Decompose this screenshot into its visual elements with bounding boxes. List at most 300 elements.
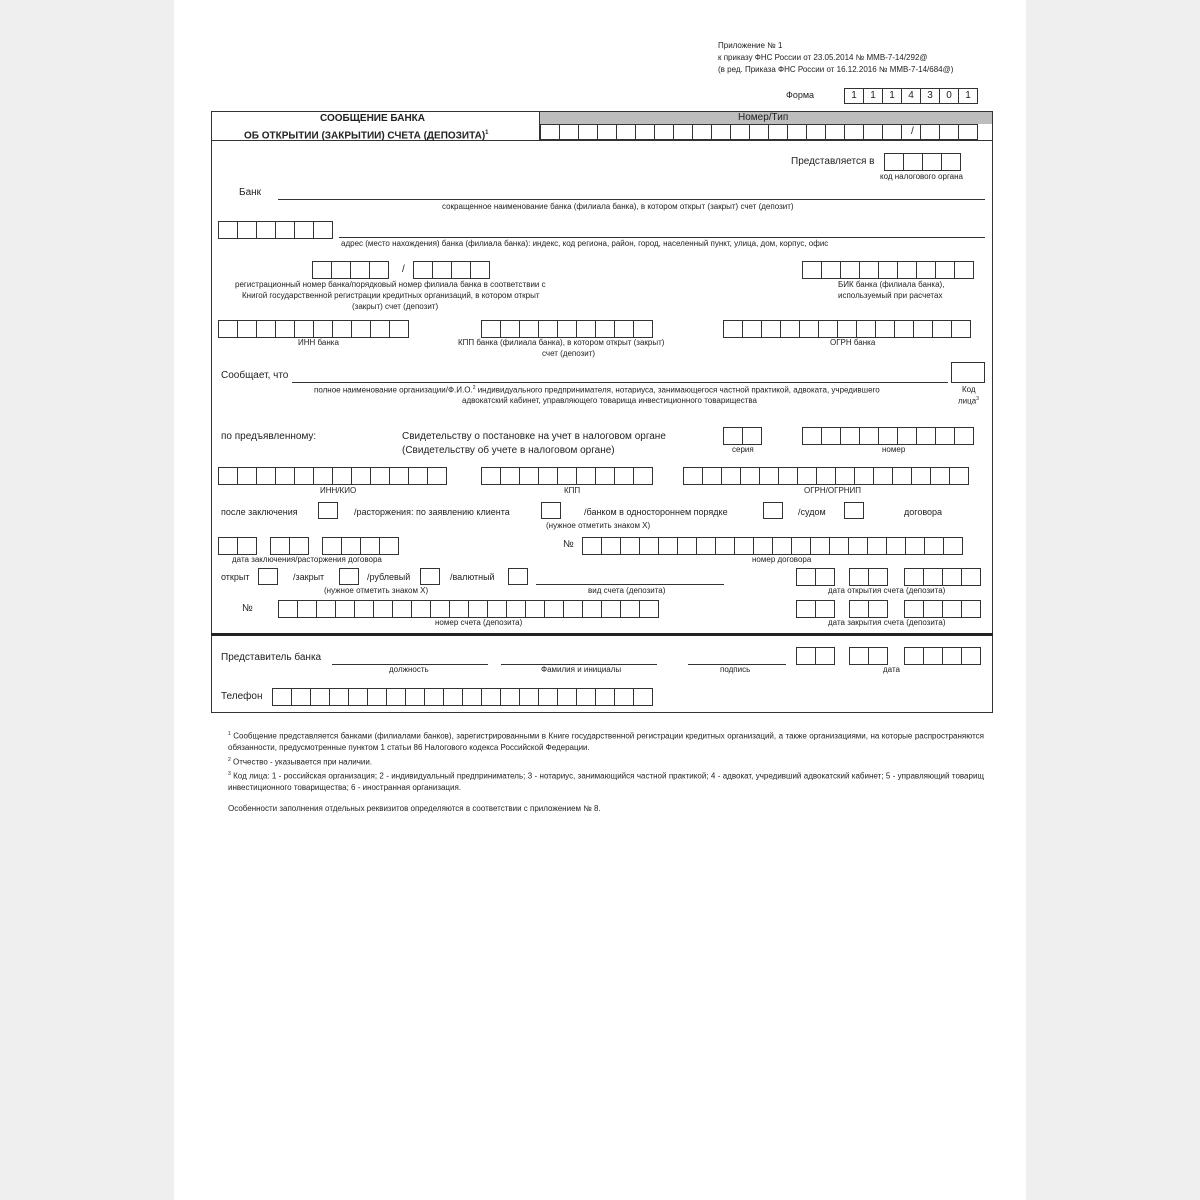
input-cell[interactable] xyxy=(815,600,835,618)
input-cell[interactable] xyxy=(237,320,257,338)
kod-no-caption: код налогового органа xyxy=(880,172,963,181)
kpp-bank-caption-2: счет (депозит) xyxy=(542,349,596,358)
input-cell[interactable] xyxy=(332,467,352,485)
input-cell[interactable] xyxy=(796,568,816,586)
input-cell[interactable] xyxy=(576,320,596,338)
input-cell[interactable] xyxy=(799,320,819,338)
input-cell[interactable] xyxy=(370,320,390,338)
input-cell[interactable] xyxy=(753,537,773,555)
form-sheet xyxy=(174,0,1026,1200)
input-cell[interactable] xyxy=(272,688,292,706)
input-cell[interactable] xyxy=(218,467,238,485)
input-cell[interactable] xyxy=(601,537,621,555)
postal-index-cells[interactable] xyxy=(218,221,333,239)
input-cell[interactable] xyxy=(654,124,674,140)
input-cell[interactable] xyxy=(237,221,257,239)
input-cell[interactable] xyxy=(275,221,295,239)
input-cell[interactable] xyxy=(614,688,634,706)
input-cell[interactable] xyxy=(825,124,845,140)
input-cell[interactable] xyxy=(916,261,936,279)
input-cell[interactable] xyxy=(711,124,731,140)
input-cell[interactable] xyxy=(878,427,898,445)
input-cell[interactable] xyxy=(294,221,314,239)
input-cell[interactable] xyxy=(904,568,924,586)
input-cell[interactable] xyxy=(351,320,371,338)
input-cell[interactable] xyxy=(884,153,904,171)
input-cell[interactable] xyxy=(312,261,332,279)
input-cell[interactable] xyxy=(791,537,811,555)
input-cell[interactable] xyxy=(904,600,924,618)
input-cell[interactable] xyxy=(916,427,936,445)
dogovora-label: договора xyxy=(904,507,943,517)
input-cell[interactable] xyxy=(348,688,368,706)
input-cell[interactable] xyxy=(633,688,653,706)
input-cell[interactable] xyxy=(863,124,883,140)
data-year-cells[interactable] xyxy=(904,647,981,665)
input-cell[interactable] xyxy=(462,688,482,706)
nuzhnoe-x-caption-2: (нужное отметить знаком Х) xyxy=(324,586,429,595)
input-cell[interactable] xyxy=(723,320,743,338)
inn-bank-cells[interactable] xyxy=(218,320,409,338)
input-cell[interactable] xyxy=(329,688,349,706)
appendix-line-2: к приказу ФНС России от 23.05.2014 № ММВ-7-14/292@ xyxy=(718,53,928,62)
input-cell[interactable] xyxy=(923,647,943,665)
input-cell[interactable] xyxy=(821,427,841,445)
input-cell[interactable] xyxy=(961,647,981,665)
input-cell[interactable] xyxy=(639,600,659,618)
input-cell[interactable] xyxy=(892,467,912,485)
input-cell[interactable] xyxy=(796,647,816,665)
input-cell[interactable] xyxy=(525,600,545,618)
input-cell[interactable] xyxy=(954,427,974,445)
input-cell[interactable] xyxy=(373,600,393,618)
predstavitel-label: Представитель банка xyxy=(221,652,322,663)
input-cell[interactable] xyxy=(849,647,869,665)
footnote-2: $^2$ Отчество - указывается при наличии. xyxy=(228,757,373,767)
input-cell[interactable] xyxy=(673,124,693,140)
input-cell[interactable] xyxy=(597,124,617,140)
svid-nomer-cells[interactable] xyxy=(802,427,974,445)
input-cell[interactable] xyxy=(451,261,471,279)
input-cell[interactable] xyxy=(468,600,488,618)
input-cell[interactable] xyxy=(500,467,520,485)
input-cell[interactable] xyxy=(559,124,579,140)
branch-number-cells[interactable] xyxy=(413,261,490,279)
nomer-dogovora-cells[interactable] xyxy=(582,537,963,555)
input-cell[interactable] xyxy=(894,320,914,338)
ogrn-ogrnip-cells[interactable] xyxy=(683,467,969,485)
input-cell[interactable] xyxy=(867,537,887,555)
input-cell[interactable] xyxy=(332,320,352,338)
data-dogovora-year-cells[interactable] xyxy=(322,537,399,555)
data-day-cells[interactable] xyxy=(796,647,835,665)
input-cell[interactable] xyxy=(873,467,893,485)
input-cell[interactable] xyxy=(294,467,314,485)
valyutny-label: /валютный xyxy=(450,572,495,582)
input-cell[interactable] xyxy=(935,427,955,445)
input-cell[interactable] xyxy=(740,467,760,485)
nomer-scheta-cells[interactable] xyxy=(278,600,659,618)
input-cell[interactable] xyxy=(582,537,602,555)
kpp-cells[interactable] xyxy=(481,467,653,485)
input-cell[interactable] xyxy=(961,568,981,586)
kod-lica-caption-2: лица$^3$ xyxy=(958,396,979,406)
input-cell[interactable] xyxy=(601,600,621,618)
bik-caption-2: используемый при расчетах xyxy=(838,291,943,300)
input-cell[interactable] xyxy=(389,320,409,338)
klient-checkbox[interactable] xyxy=(541,502,561,519)
input-cell[interactable] xyxy=(897,261,917,279)
input-cell[interactable] xyxy=(903,153,923,171)
input-cell[interactable] xyxy=(856,320,876,338)
input-cell[interactable] xyxy=(595,467,615,485)
data-otkr-year-cells[interactable] xyxy=(904,568,981,586)
reg-caption-3: (закрыт) счет (депозит) xyxy=(352,302,439,311)
input-cell[interactable] xyxy=(868,600,888,618)
reg-number-cells[interactable] xyxy=(312,261,389,279)
input-cell[interactable] xyxy=(313,467,333,485)
input-cell[interactable] xyxy=(840,261,860,279)
input-cell[interactable] xyxy=(802,427,822,445)
input-cell[interactable] xyxy=(275,467,295,485)
input-cell[interactable] xyxy=(778,467,798,485)
input-cell[interactable] xyxy=(616,124,636,140)
input-cell[interactable] xyxy=(742,427,762,445)
input-cell[interactable] xyxy=(942,647,962,665)
data-dogovora-month-cells[interactable] xyxy=(270,537,309,555)
podpis-caption: подпись xyxy=(720,665,751,674)
input-cell[interactable] xyxy=(913,320,933,338)
input-cell[interactable] xyxy=(424,688,444,706)
input-cell[interactable] xyxy=(405,688,425,706)
zaklyuchenie-checkbox[interactable] xyxy=(318,502,338,519)
data-zakr-year-cells[interactable] xyxy=(904,600,981,618)
input-cell[interactable] xyxy=(844,124,864,140)
input-cell[interactable] xyxy=(840,427,860,445)
data-zakr-day-cells[interactable] xyxy=(796,600,835,618)
input-cell[interactable] xyxy=(331,261,351,279)
input-cell[interactable] xyxy=(633,467,653,485)
input-cell[interactable] xyxy=(658,537,678,555)
soobshaet-label: Сообщает, что xyxy=(221,370,289,381)
input-cell[interactable] xyxy=(291,688,311,706)
input-cell[interactable] xyxy=(470,261,490,279)
input-cell[interactable] xyxy=(289,537,309,555)
input-cell[interactable] xyxy=(519,320,539,338)
input-cell[interactable] xyxy=(742,320,762,338)
input-cell[interactable] xyxy=(614,467,634,485)
kpp-bank-cells[interactable] xyxy=(481,320,653,338)
input-cell[interactable] xyxy=(961,600,981,618)
input-cell[interactable] xyxy=(692,124,712,140)
input-cell[interactable] xyxy=(360,537,380,555)
input-cell[interactable] xyxy=(942,600,962,618)
bankom-checkbox[interactable] xyxy=(763,502,783,519)
input-cell[interactable] xyxy=(696,537,716,555)
input-cell[interactable] xyxy=(829,537,849,555)
input-cell[interactable] xyxy=(930,467,950,485)
input-cell[interactable] xyxy=(370,467,390,485)
ogrn-bank-cells[interactable] xyxy=(723,320,971,338)
input-cell[interactable] xyxy=(351,467,371,485)
input-cell[interactable] xyxy=(806,124,826,140)
input-cell[interactable] xyxy=(849,600,869,618)
input-cell[interactable] xyxy=(759,467,779,485)
input-cell[interactable] xyxy=(904,647,924,665)
input-cell[interactable] xyxy=(519,688,539,706)
input-cell[interactable] xyxy=(859,261,879,279)
kod-no-cells[interactable] xyxy=(884,153,961,171)
input-cell[interactable] xyxy=(949,467,969,485)
input-cell[interactable] xyxy=(430,600,450,618)
input-cell[interactable] xyxy=(576,688,596,706)
inn-bank-caption: ИНН банка xyxy=(298,338,339,347)
input-cell[interactable] xyxy=(715,537,735,555)
input-cell[interactable] xyxy=(237,537,257,555)
nomer-dogovora-caption: номер договора xyxy=(752,555,812,564)
address-caption: адрес (место нахождения) банка (филиала банка): индекс, код региона, район, город, населенный пункт, улица, дом, корпус, офис xyxy=(341,239,829,248)
input-cell[interactable] xyxy=(633,320,653,338)
ogrn-ogrnip-caption: ОГРН/ОГРНИП xyxy=(804,486,862,495)
svid-seriya-cells[interactable] xyxy=(723,427,762,445)
input-cell[interactable] xyxy=(341,537,361,555)
po-predyavlennomu-label: по предъявленному: xyxy=(221,431,317,442)
input-cell[interactable] xyxy=(749,124,769,140)
input-cell[interactable] xyxy=(951,320,971,338)
input-cell[interactable] xyxy=(218,320,238,338)
input-cell[interactable] xyxy=(721,467,741,485)
input-cell[interactable] xyxy=(379,537,399,555)
input-cell[interactable] xyxy=(923,600,943,618)
input-cell[interactable] xyxy=(797,467,817,485)
input-cell[interactable] xyxy=(677,537,697,555)
input-cell[interactable] xyxy=(481,467,501,485)
input-cell[interactable] xyxy=(322,537,342,555)
data-otkr-day-cells[interactable] xyxy=(796,568,835,586)
input-cell[interactable] xyxy=(935,261,955,279)
input-cell[interactable] xyxy=(920,124,940,140)
input-cell[interactable] xyxy=(313,320,333,338)
input-cell[interactable] xyxy=(943,537,963,555)
input-cell[interactable] xyxy=(620,600,640,618)
input-cell[interactable] xyxy=(350,261,370,279)
rublevy-checkbox[interactable] xyxy=(420,568,440,585)
input-cell[interactable] xyxy=(506,600,526,618)
input-cell[interactable] xyxy=(576,467,596,485)
input-cell[interactable] xyxy=(761,320,781,338)
input-cell[interactable] xyxy=(942,568,962,586)
input-cell[interactable] xyxy=(544,600,564,618)
appendix-line-3: (в ред. Приказа ФНС России от 16.12.2016 № ММВ-7-14/684@) xyxy=(718,65,954,74)
input-cell[interactable] xyxy=(557,320,577,338)
input-cell[interactable] xyxy=(886,537,906,555)
input-cell[interactable] xyxy=(256,221,276,239)
input-cell[interactable] xyxy=(310,688,330,706)
nomer-scheta-sign: № xyxy=(242,603,253,614)
zakryt-checkbox[interactable] xyxy=(339,568,359,585)
input-cell[interactable] xyxy=(954,261,974,279)
inn-kio-cells[interactable] xyxy=(218,467,447,485)
data-zakr-month-cells[interactable] xyxy=(849,600,888,618)
input-cell[interactable] xyxy=(815,568,835,586)
org-caption-1: полное наименование организации/Ф.И.О.$^2$ индивидуального предпринимателя, нотариуса, занимающегося частной практикой, адвоката, учредившего xyxy=(314,385,880,395)
input-cell[interactable] xyxy=(875,320,895,338)
footnote-3: $^3$ Код лица: 1 - российская организация; 2 - индивидуальный предприниматель; 3 - нотариус, занимающийся частной практикой; 4 - адвокат, учредивший адвокатский кабинет; 5 - управляющий товарищ инвестиционного товарищества; 6 - иностранная организация. xyxy=(228,771,984,792)
input-cell[interactable] xyxy=(878,261,898,279)
input-cell[interactable] xyxy=(723,427,743,445)
bankom-label: /банком в одностороннем порядке xyxy=(584,507,728,517)
input-cell[interactable] xyxy=(275,320,295,338)
nomer-sign: № xyxy=(563,539,574,550)
input-cell[interactable] xyxy=(882,124,902,140)
input-cell[interactable] xyxy=(639,537,659,555)
input-cell[interactable] xyxy=(500,320,520,338)
input-cell[interactable] xyxy=(538,688,558,706)
input-cell[interactable] xyxy=(443,688,463,706)
input-cell[interactable] xyxy=(386,688,406,706)
bank-label: Банк xyxy=(239,187,262,198)
forma-label: Форма xyxy=(786,90,815,100)
kod-lica-box[interactable] xyxy=(951,362,985,383)
input-cell[interactable] xyxy=(408,467,428,485)
input-cell[interactable] xyxy=(500,688,520,706)
input-cell[interactable] xyxy=(449,600,469,618)
svid-line-2: (Свидетельству об учете в налоговом органе) xyxy=(402,445,615,456)
predstavlyaetsya-label: Представляется в xyxy=(791,156,875,167)
input-cell[interactable] xyxy=(683,467,703,485)
sudom-checkbox[interactable] xyxy=(844,502,864,519)
input-cell[interactable] xyxy=(413,261,433,279)
vid-scheta-line[interactable] xyxy=(536,584,724,585)
input-cell[interactable] xyxy=(924,537,944,555)
input-cell[interactable] xyxy=(923,568,943,586)
input-cell[interactable] xyxy=(595,320,615,338)
input-cell[interactable] xyxy=(702,467,722,485)
input-cell[interactable] xyxy=(256,467,276,485)
input-cell[interactable] xyxy=(802,261,822,279)
input-cell[interactable] xyxy=(854,467,874,485)
telefon-cells[interactable] xyxy=(272,688,653,706)
input-cell[interactable] xyxy=(582,600,602,618)
input-cell[interactable] xyxy=(837,320,857,338)
valyutny-checkbox[interactable] xyxy=(508,568,528,585)
input-cell[interactable] xyxy=(595,688,615,706)
input-cell[interactable] xyxy=(868,568,888,586)
input-cell[interactable] xyxy=(256,320,276,338)
inn-kio-caption: ИНН/КИО xyxy=(320,486,357,495)
bik-cells[interactable] xyxy=(802,261,974,279)
input-cell[interactable] xyxy=(389,467,409,485)
input-cell[interactable] xyxy=(367,688,387,706)
input-cell[interactable] xyxy=(578,124,598,140)
input-cell[interactable] xyxy=(432,261,452,279)
data-month-cells[interactable] xyxy=(849,647,888,665)
telefon-label: Телефон xyxy=(221,691,263,702)
input-cell[interactable] xyxy=(614,320,634,338)
input-cell[interactable] xyxy=(835,467,855,485)
input-cell[interactable] xyxy=(780,320,800,338)
input-cell[interactable] xyxy=(335,600,355,618)
input-cell[interactable] xyxy=(316,600,336,618)
org-name-line[interactable] xyxy=(292,382,948,383)
data-dogovora-caption: дата заключения/расторжения договора xyxy=(232,555,382,564)
reg-caption-1: регистрационный номер банка/порядковый номер филиала банка в соответствии с xyxy=(235,280,546,289)
input-cell[interactable] xyxy=(772,537,792,555)
input-cell[interactable] xyxy=(635,124,655,140)
bank-name-line[interactable] xyxy=(278,199,985,200)
input-cell[interactable] xyxy=(270,537,290,555)
input-cell[interactable] xyxy=(859,427,879,445)
input-cell[interactable] xyxy=(816,467,836,485)
org-caption-3: адвокатский кабинет, управляющего товарища инвестиционного товарищества xyxy=(462,396,757,405)
input-cell[interactable] xyxy=(941,153,961,171)
input-cell[interactable] xyxy=(294,320,314,338)
input-cell[interactable] xyxy=(369,261,389,279)
data-otkr-month-cells[interactable] xyxy=(849,568,888,586)
input-cell[interactable] xyxy=(768,124,788,140)
input-cell[interactable] xyxy=(810,537,830,555)
input-cell[interactable] xyxy=(411,600,431,618)
input-cell[interactable] xyxy=(354,600,374,618)
input-cell[interactable] xyxy=(297,600,317,618)
dolzhnost-caption: должность xyxy=(389,665,429,674)
input-cell[interactable] xyxy=(922,153,942,171)
input-cell[interactable] xyxy=(734,537,754,555)
input-cell[interactable] xyxy=(787,124,807,140)
input-cell[interactable] xyxy=(313,221,333,239)
input-cell[interactable] xyxy=(278,600,298,618)
input-cell[interactable] xyxy=(487,600,507,618)
input-cell[interactable] xyxy=(620,537,640,555)
input-cell[interactable] xyxy=(557,688,577,706)
input-cell[interactable] xyxy=(905,537,925,555)
input-cell[interactable] xyxy=(237,467,257,485)
input-cell[interactable] xyxy=(821,261,841,279)
input-cell[interactable] xyxy=(958,124,978,140)
nomer-scheta-caption: номер счета (депозита) xyxy=(435,618,523,627)
address-line[interactable] xyxy=(339,237,985,238)
svid-line-1: Свидетельству о постановке на учет в налоговом органе xyxy=(402,431,666,442)
input-cell[interactable] xyxy=(730,124,750,140)
input-cell[interactable] xyxy=(427,467,447,485)
data-dogovora-cells[interactable] xyxy=(218,537,257,555)
input-cell[interactable] xyxy=(796,600,816,618)
input-cell[interactable] xyxy=(932,320,952,338)
input-cell[interactable] xyxy=(563,600,583,618)
input-cell[interactable] xyxy=(849,568,869,586)
input-cell[interactable] xyxy=(939,124,959,140)
input-cell[interactable] xyxy=(538,467,558,485)
appendix-line-1: Приложение № 1 xyxy=(718,41,783,50)
input-cell[interactable] xyxy=(868,647,888,665)
input-cell[interactable] xyxy=(538,320,558,338)
input-cell[interactable] xyxy=(818,320,838,338)
input-cell[interactable] xyxy=(815,647,835,665)
input-cell[interactable] xyxy=(557,467,577,485)
input-cell[interactable] xyxy=(897,427,917,445)
input-cell[interactable] xyxy=(848,537,868,555)
input-cell[interactable] xyxy=(218,537,238,555)
input-cell[interactable] xyxy=(519,467,539,485)
input-cell[interactable] xyxy=(540,124,560,140)
input-cell[interactable] xyxy=(481,688,501,706)
input-cell[interactable] xyxy=(911,467,931,485)
input-cell[interactable] xyxy=(218,221,238,239)
input-cell[interactable] xyxy=(481,320,501,338)
section-divider xyxy=(211,633,993,636)
input-cell[interactable] xyxy=(392,600,412,618)
otkryt-checkbox[interactable] xyxy=(258,568,278,585)
